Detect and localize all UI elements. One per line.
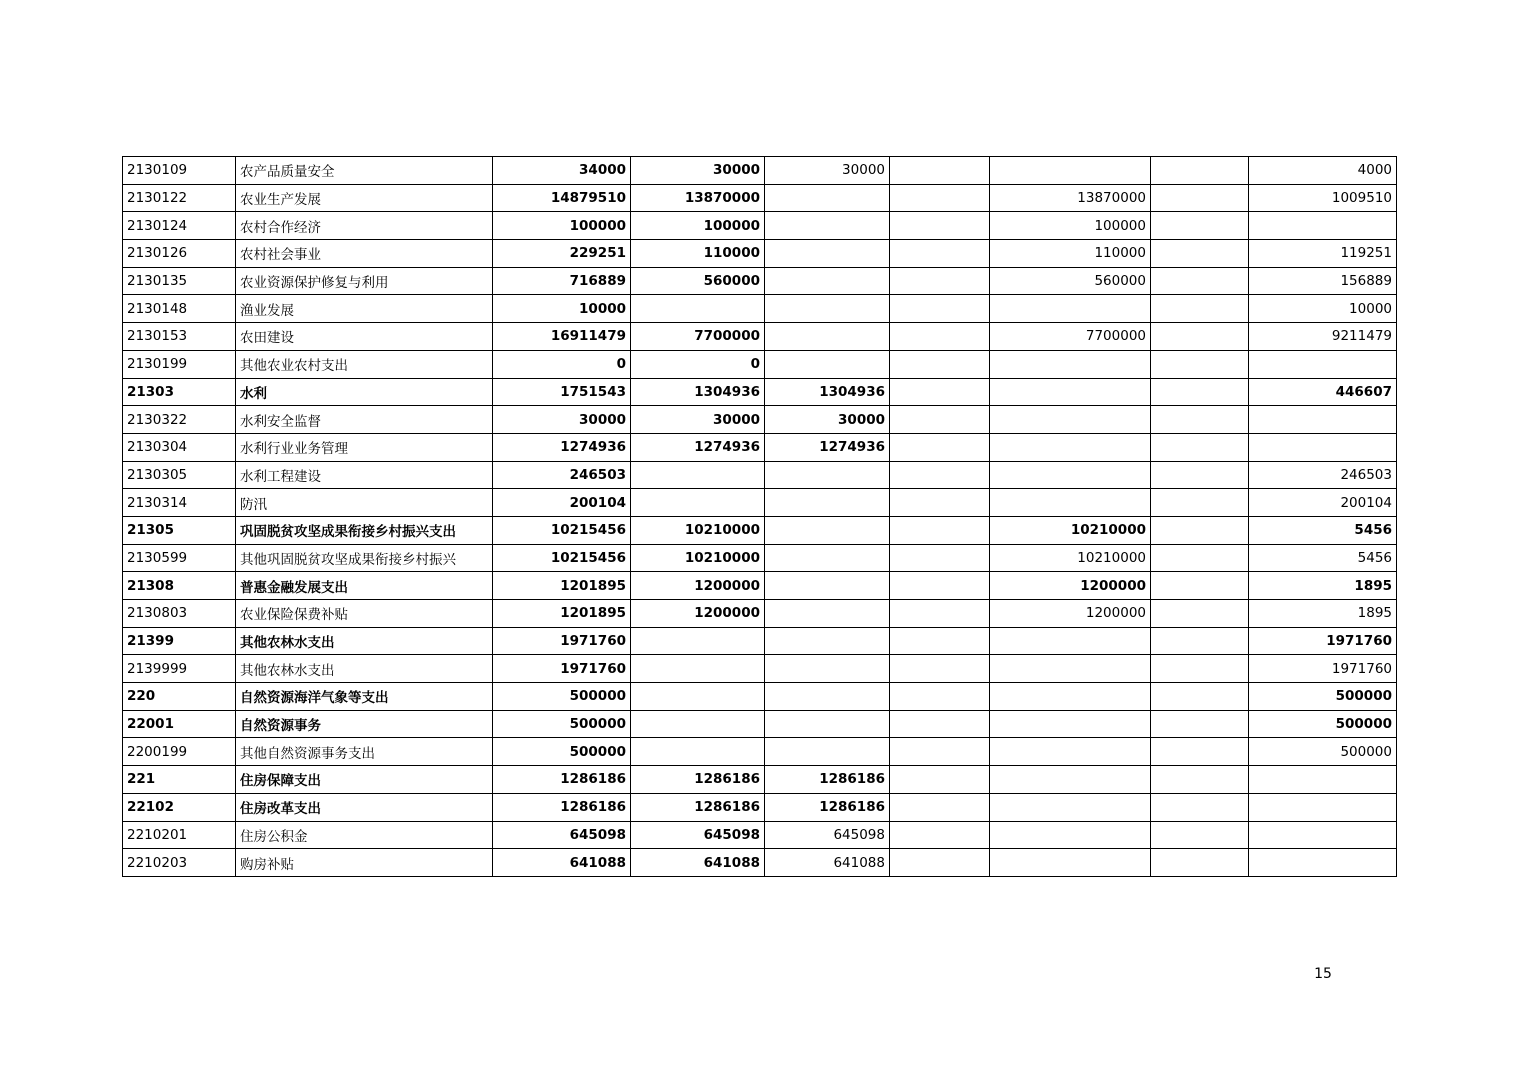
basic-expenditure-cell xyxy=(765,710,890,738)
reserved-cell xyxy=(1151,600,1249,628)
other-funds-cell xyxy=(890,655,990,683)
basic-expenditure-cell xyxy=(765,572,890,600)
project-expenditure-cell xyxy=(990,406,1151,434)
general-budget-subtotal-cell: 100000 xyxy=(631,212,765,240)
general-budget-subtotal-cell: 30000 xyxy=(631,406,765,434)
other-funds-cell xyxy=(890,793,990,821)
other-funds-cell xyxy=(890,157,990,185)
function-name-cell: 购房补贴 xyxy=(236,849,493,877)
total-amount-cell: 200104 xyxy=(493,489,631,517)
function-code-cell: 21303 xyxy=(123,378,236,406)
function-name-cell: 其他农林水支出 xyxy=(236,655,493,683)
total-amount-cell: 716889 xyxy=(493,267,631,295)
basic-expenditure-cell: 1286186 xyxy=(765,766,890,794)
table-row xyxy=(123,157,1397,185)
other-funds-cell xyxy=(890,406,990,434)
project-expenditure-cell xyxy=(990,350,1151,378)
reserved-cell xyxy=(1151,655,1249,683)
total-amount-cell: 34000 xyxy=(493,157,631,185)
total-amount-cell: 14879510 xyxy=(493,184,631,212)
table-row xyxy=(123,323,1397,351)
total-amount-cell: 10000 xyxy=(493,295,631,323)
table-row xyxy=(123,461,1397,489)
general-budget-subtotal-cell: 30000 xyxy=(631,157,765,185)
function-name-cell: 农产品质量安全 xyxy=(236,157,493,185)
table-row xyxy=(123,627,1397,655)
reserved-cell xyxy=(1151,350,1249,378)
general-budget-subtotal-cell: 1286186 xyxy=(631,766,765,794)
project-expenditure-cell xyxy=(990,821,1151,849)
project-expenditure-cell: 110000 xyxy=(990,240,1151,268)
function-code-cell: 2139999 xyxy=(123,655,236,683)
basic-expenditure-cell xyxy=(765,323,890,351)
reserved-cell xyxy=(1151,627,1249,655)
general-budget-subtotal-cell: 645098 xyxy=(631,821,765,849)
project-expenditure-cell: 13870000 xyxy=(990,184,1151,212)
other-funds-cell xyxy=(890,489,990,517)
project-expenditure-cell: 1200000 xyxy=(990,572,1151,600)
other-sources-cell: 1009510 xyxy=(1249,184,1397,212)
reserved-cell xyxy=(1151,406,1249,434)
other-sources-cell xyxy=(1249,433,1397,461)
other-sources-cell: 500000 xyxy=(1249,710,1397,738)
project-expenditure-cell xyxy=(990,295,1151,323)
table-row xyxy=(123,600,1397,628)
general-budget-subtotal-cell: 0 xyxy=(631,350,765,378)
function-name-cell: 农业资源保护修复与利用 xyxy=(236,267,493,295)
general-budget-subtotal-cell: 10210000 xyxy=(631,544,765,572)
other-funds-cell xyxy=(890,323,990,351)
function-name-cell: 农业保险保费补贴 xyxy=(236,600,493,628)
reserved-cell xyxy=(1151,433,1249,461)
basic-expenditure-cell xyxy=(765,655,890,683)
other-funds-cell xyxy=(890,683,990,711)
function-code-cell: 2130126 xyxy=(123,240,236,268)
project-expenditure-cell xyxy=(990,433,1151,461)
table-row xyxy=(123,516,1397,544)
total-amount-cell: 641088 xyxy=(493,849,631,877)
table-body xyxy=(123,157,1397,877)
function-name-cell: 巩固脱贫攻坚成果衔接乡村振兴支出 xyxy=(236,516,493,544)
total-amount-cell: 1751543 xyxy=(493,378,631,406)
other-funds-cell xyxy=(890,516,990,544)
project-expenditure-cell xyxy=(990,627,1151,655)
basic-expenditure-cell xyxy=(765,544,890,572)
function-code-cell: 2130305 xyxy=(123,461,236,489)
function-name-cell: 住房公积金 xyxy=(236,821,493,849)
reserved-cell xyxy=(1151,157,1249,185)
page-number: 15 xyxy=(1314,966,1332,982)
function-code-cell: 22001 xyxy=(123,710,236,738)
project-expenditure-cell xyxy=(990,157,1151,185)
table-row xyxy=(123,378,1397,406)
basic-expenditure-cell: 30000 xyxy=(765,157,890,185)
total-amount-cell: 1286186 xyxy=(493,766,631,794)
other-sources-cell xyxy=(1249,406,1397,434)
general-budget-subtotal-cell: 1304936 xyxy=(631,378,765,406)
basic-expenditure-cell xyxy=(765,184,890,212)
reserved-cell xyxy=(1151,793,1249,821)
function-name-cell: 农业生产发展 xyxy=(236,184,493,212)
function-name-cell: 其他农业农村支出 xyxy=(236,350,493,378)
function-code-cell: 22102 xyxy=(123,793,236,821)
other-funds-cell xyxy=(890,600,990,628)
reserved-cell xyxy=(1151,821,1249,849)
total-amount-cell: 100000 xyxy=(493,212,631,240)
project-expenditure-cell: 10210000 xyxy=(990,516,1151,544)
table-row xyxy=(123,433,1397,461)
reserved-cell xyxy=(1151,267,1249,295)
other-sources-cell: 1971760 xyxy=(1249,627,1397,655)
total-amount-cell: 30000 xyxy=(493,406,631,434)
function-code-cell: 2130803 xyxy=(123,600,236,628)
function-name-cell: 渔业发展 xyxy=(236,295,493,323)
function-name-cell: 防汛 xyxy=(236,489,493,517)
table-row xyxy=(123,240,1397,268)
total-amount-cell: 1274936 xyxy=(493,433,631,461)
other-funds-cell xyxy=(890,849,990,877)
basic-expenditure-cell xyxy=(765,212,890,240)
other-funds-cell xyxy=(890,738,990,766)
other-sources-cell: 5456 xyxy=(1249,516,1397,544)
table-row xyxy=(123,212,1397,240)
total-amount-cell: 1286186 xyxy=(493,793,631,821)
function-name-cell: 其他农林水支出 xyxy=(236,627,493,655)
reserved-cell xyxy=(1151,766,1249,794)
other-funds-cell xyxy=(890,240,990,268)
general-budget-subtotal-cell xyxy=(631,683,765,711)
reserved-cell xyxy=(1151,710,1249,738)
other-sources-cell: 156889 xyxy=(1249,267,1397,295)
other-funds-cell xyxy=(890,627,990,655)
project-expenditure-cell xyxy=(990,683,1151,711)
basic-expenditure-cell: 645098 xyxy=(765,821,890,849)
other-funds-cell xyxy=(890,267,990,295)
table-row xyxy=(123,683,1397,711)
other-funds-cell xyxy=(890,184,990,212)
basic-expenditure-cell: 1286186 xyxy=(765,793,890,821)
general-budget-subtotal-cell xyxy=(631,627,765,655)
table-row xyxy=(123,544,1397,572)
total-amount-cell: 500000 xyxy=(493,683,631,711)
function-code-cell: 2130153 xyxy=(123,323,236,351)
reserved-cell xyxy=(1151,240,1249,268)
general-budget-subtotal-cell xyxy=(631,710,765,738)
project-expenditure-cell xyxy=(990,655,1151,683)
other-sources-cell: 446607 xyxy=(1249,378,1397,406)
general-budget-subtotal-cell: 13870000 xyxy=(631,184,765,212)
general-budget-subtotal-cell: 1200000 xyxy=(631,600,765,628)
table-row xyxy=(123,184,1397,212)
other-funds-cell xyxy=(890,295,990,323)
reserved-cell xyxy=(1151,738,1249,766)
function-name-cell: 水利工程建设 xyxy=(236,461,493,489)
table-row xyxy=(123,350,1397,378)
other-sources-cell: 119251 xyxy=(1249,240,1397,268)
other-sources-cell: 9211479 xyxy=(1249,323,1397,351)
other-sources-cell: 1895 xyxy=(1249,600,1397,628)
project-expenditure-cell xyxy=(990,489,1151,517)
other-sources-cell: 246503 xyxy=(1249,461,1397,489)
other-sources-cell xyxy=(1249,849,1397,877)
total-amount-cell: 10215456 xyxy=(493,544,631,572)
reserved-cell xyxy=(1151,461,1249,489)
function-name-cell: 住房改革支出 xyxy=(236,793,493,821)
project-expenditure-cell: 1200000 xyxy=(990,600,1151,628)
function-name-cell: 农村社会事业 xyxy=(236,240,493,268)
other-sources-cell: 4000 xyxy=(1249,157,1397,185)
function-code-cell: 2130304 xyxy=(123,433,236,461)
budget-table xyxy=(122,156,1397,877)
basic-expenditure-cell xyxy=(765,461,890,489)
basic-expenditure-cell xyxy=(765,516,890,544)
function-name-cell: 农村合作经济 xyxy=(236,212,493,240)
project-expenditure-cell: 560000 xyxy=(990,267,1151,295)
function-code-cell: 221 xyxy=(123,766,236,794)
function-name-cell: 其他巩固脱贫攻坚成果衔接乡村振兴 xyxy=(236,544,493,572)
general-budget-subtotal-cell: 641088 xyxy=(631,849,765,877)
reserved-cell xyxy=(1151,516,1249,544)
function-code-cell: 2130322 xyxy=(123,406,236,434)
table-row xyxy=(123,738,1397,766)
table-row xyxy=(123,849,1397,877)
function-code-cell: 2130122 xyxy=(123,184,236,212)
function-code-cell: 2210201 xyxy=(123,821,236,849)
project-expenditure-cell: 10210000 xyxy=(990,544,1151,572)
basic-expenditure-cell xyxy=(765,738,890,766)
function-name-cell: 住房保障支出 xyxy=(236,766,493,794)
other-funds-cell xyxy=(890,710,990,738)
other-sources-cell: 200104 xyxy=(1249,489,1397,517)
basic-expenditure-cell: 30000 xyxy=(765,406,890,434)
general-budget-subtotal-cell xyxy=(631,738,765,766)
total-amount-cell: 0 xyxy=(493,350,631,378)
general-budget-subtotal-cell: 10210000 xyxy=(631,516,765,544)
project-expenditure-cell xyxy=(990,849,1151,877)
function-code-cell: 220 xyxy=(123,683,236,711)
table-row xyxy=(123,572,1397,600)
function-name-cell: 水利安全监督 xyxy=(236,406,493,434)
function-code-cell: 21308 xyxy=(123,572,236,600)
other-sources-cell xyxy=(1249,350,1397,378)
other-sources-cell: 5456 xyxy=(1249,544,1397,572)
general-budget-subtotal-cell: 560000 xyxy=(631,267,765,295)
other-sources-cell xyxy=(1249,793,1397,821)
table-row xyxy=(123,793,1397,821)
function-name-cell: 水利行业业务管理 xyxy=(236,433,493,461)
general-budget-subtotal-cell xyxy=(631,655,765,683)
function-code-cell: 2210203 xyxy=(123,849,236,877)
table-row xyxy=(123,655,1397,683)
function-name-cell: 自然资源事务 xyxy=(236,710,493,738)
project-expenditure-cell: 7700000 xyxy=(990,323,1151,351)
table-row xyxy=(123,267,1397,295)
basic-expenditure-cell xyxy=(765,267,890,295)
reserved-cell xyxy=(1151,489,1249,517)
reserved-cell xyxy=(1151,544,1249,572)
basic-expenditure-cell: 1304936 xyxy=(765,378,890,406)
other-sources-cell xyxy=(1249,766,1397,794)
function-name-cell: 其他自然资源事务支出 xyxy=(236,738,493,766)
general-budget-subtotal-cell xyxy=(631,461,765,489)
other-sources-cell: 500000 xyxy=(1249,683,1397,711)
function-code-cell: 2130124 xyxy=(123,212,236,240)
total-amount-cell: 500000 xyxy=(493,710,631,738)
other-sources-cell xyxy=(1249,212,1397,240)
reserved-cell xyxy=(1151,849,1249,877)
project-expenditure-cell xyxy=(990,738,1151,766)
function-name-cell: 普惠金融发展支出 xyxy=(236,572,493,600)
other-funds-cell xyxy=(890,572,990,600)
other-funds-cell xyxy=(890,461,990,489)
project-expenditure-cell xyxy=(990,710,1151,738)
table-row xyxy=(123,295,1397,323)
function-code-cell: 2130314 xyxy=(123,489,236,517)
basic-expenditure-cell xyxy=(765,489,890,517)
project-expenditure-cell xyxy=(990,766,1151,794)
total-amount-cell: 1201895 xyxy=(493,572,631,600)
general-budget-subtotal-cell xyxy=(631,295,765,323)
function-code-cell: 2200199 xyxy=(123,738,236,766)
table-row xyxy=(123,406,1397,434)
project-expenditure-cell: 100000 xyxy=(990,212,1151,240)
function-code-cell: 21399 xyxy=(123,627,236,655)
basic-expenditure-cell: 641088 xyxy=(765,849,890,877)
general-budget-subtotal-cell: 7700000 xyxy=(631,323,765,351)
total-amount-cell: 16911479 xyxy=(493,323,631,351)
other-funds-cell xyxy=(890,821,990,849)
project-expenditure-cell xyxy=(990,793,1151,821)
basic-expenditure-cell xyxy=(765,627,890,655)
function-code-cell: 2130199 xyxy=(123,350,236,378)
function-code-cell: 2130148 xyxy=(123,295,236,323)
other-funds-cell xyxy=(890,350,990,378)
function-name-cell: 水利 xyxy=(236,378,493,406)
general-budget-subtotal-cell: 1286186 xyxy=(631,793,765,821)
other-sources-cell: 500000 xyxy=(1249,738,1397,766)
general-budget-subtotal-cell: 1200000 xyxy=(631,572,765,600)
total-amount-cell: 500000 xyxy=(493,738,631,766)
table-row xyxy=(123,710,1397,738)
table-row xyxy=(123,766,1397,794)
reserved-cell xyxy=(1151,683,1249,711)
table-row xyxy=(123,489,1397,517)
basic-expenditure-cell xyxy=(765,600,890,628)
basic-expenditure-cell xyxy=(765,683,890,711)
reserved-cell xyxy=(1151,295,1249,323)
function-code-cell: 2130599 xyxy=(123,544,236,572)
reserved-cell xyxy=(1151,572,1249,600)
function-name-cell: 自然资源海洋气象等支出 xyxy=(236,683,493,711)
total-amount-cell: 1971760 xyxy=(493,655,631,683)
total-amount-cell: 229251 xyxy=(493,240,631,268)
function-code-cell: 2130109 xyxy=(123,157,236,185)
other-sources-cell: 1971760 xyxy=(1249,655,1397,683)
function-code-cell: 21305 xyxy=(123,516,236,544)
total-amount-cell: 1201895 xyxy=(493,600,631,628)
project-expenditure-cell xyxy=(990,461,1151,489)
other-funds-cell xyxy=(890,766,990,794)
project-expenditure-cell xyxy=(990,378,1151,406)
total-amount-cell: 1971760 xyxy=(493,627,631,655)
other-funds-cell xyxy=(890,378,990,406)
reserved-cell xyxy=(1151,378,1249,406)
general-budget-subtotal-cell: 110000 xyxy=(631,240,765,268)
total-amount-cell: 10215456 xyxy=(493,516,631,544)
reserved-cell xyxy=(1151,212,1249,240)
general-budget-subtotal-cell: 1274936 xyxy=(631,433,765,461)
reserved-cell xyxy=(1151,323,1249,351)
basic-expenditure-cell xyxy=(765,240,890,268)
function-code-cell: 2130135 xyxy=(123,267,236,295)
other-funds-cell xyxy=(890,212,990,240)
basic-expenditure-cell: 1274936 xyxy=(765,433,890,461)
other-sources-cell: 10000 xyxy=(1249,295,1397,323)
basic-expenditure-cell xyxy=(765,350,890,378)
function-name-cell: 农田建设 xyxy=(236,323,493,351)
other-sources-cell: 1895 xyxy=(1249,572,1397,600)
total-amount-cell: 645098 xyxy=(493,821,631,849)
total-amount-cell: 246503 xyxy=(493,461,631,489)
other-sources-cell xyxy=(1249,821,1397,849)
basic-expenditure-cell xyxy=(765,295,890,323)
other-funds-cell xyxy=(890,544,990,572)
general-budget-subtotal-cell xyxy=(631,489,765,517)
reserved-cell xyxy=(1151,184,1249,212)
table-row xyxy=(123,821,1397,849)
other-funds-cell xyxy=(890,433,990,461)
